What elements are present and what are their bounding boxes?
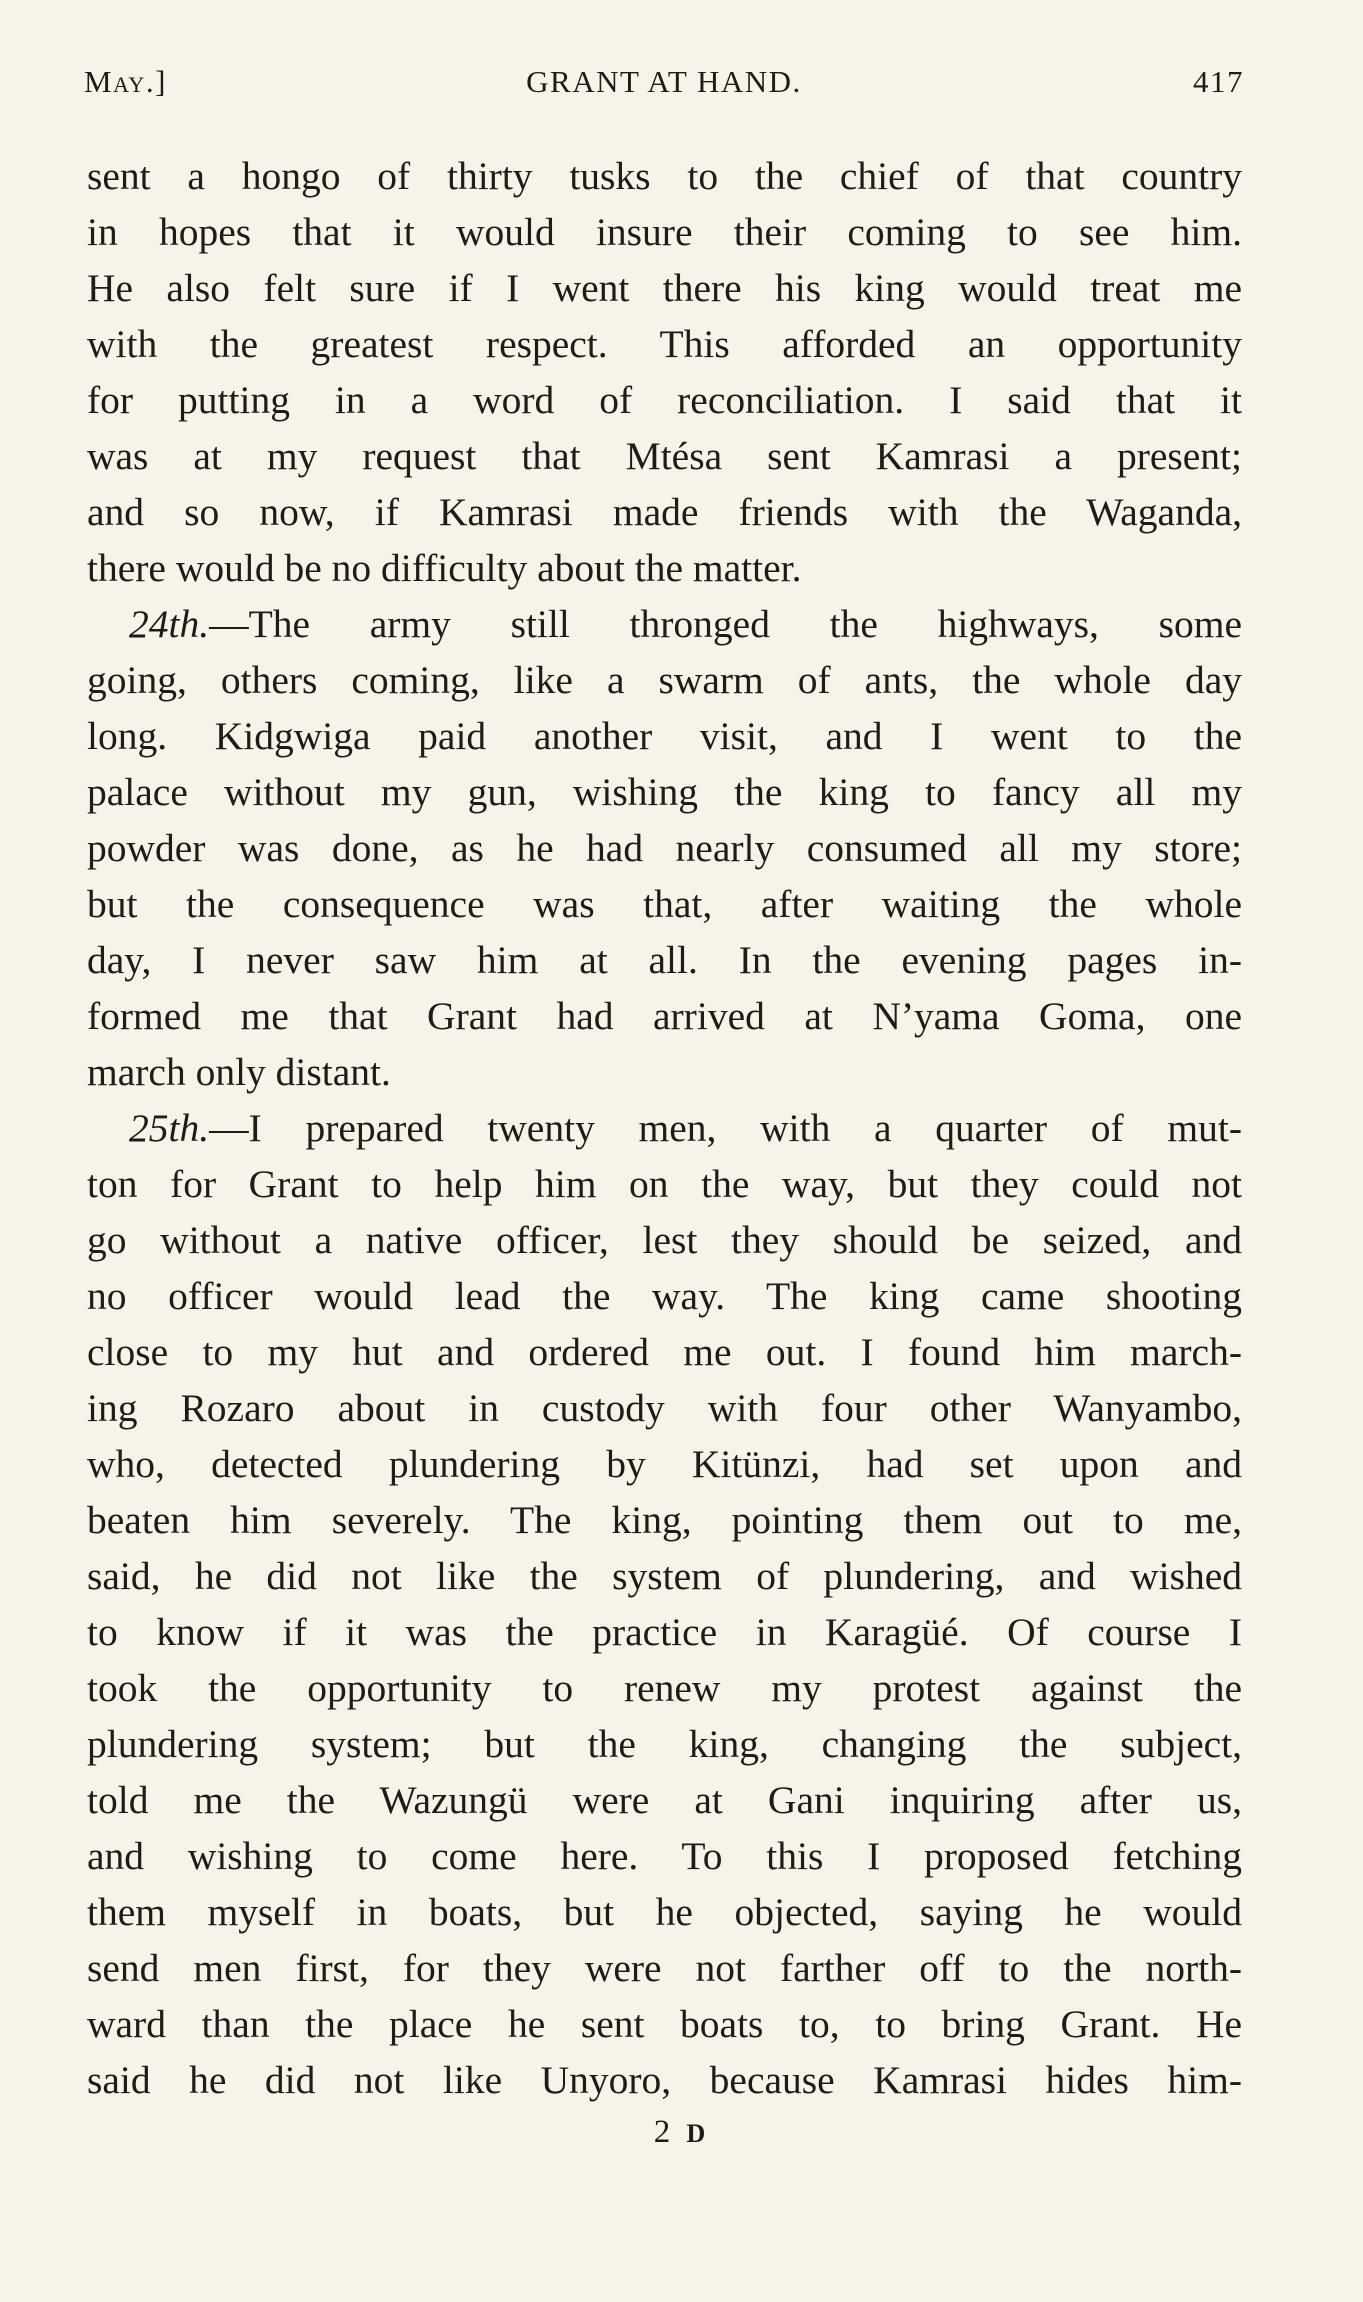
text-line: ing Rozaro about in custody with four other Wanyambo,	[87, 1386, 1242, 1430]
text-line: close to my hut and ordered me out. I found him march-	[87, 1330, 1242, 1374]
text-line: day, I never saw him at all. In the evening pages in-	[87, 938, 1242, 982]
text-line: told me the Wazungü were at Gani inquiring after us,	[87, 1778, 1242, 1822]
text-line: them myself in boats, but he objected, saying he would	[87, 1890, 1242, 1934]
text-line-entry-24th: 24th.—The army still thronged the highways, some	[129, 602, 1242, 646]
text-line: long. Kidgwiga paid another visit, and I went to the	[87, 714, 1242, 758]
page-number: 417	[1193, 64, 1244, 99]
text-line: to know if it was the practice in Karagüé. Of course I	[87, 1610, 1242, 1654]
signature-letter: D	[686, 2119, 710, 2148]
text-line: beaten him severely. The king, pointing them out to me,	[87, 1498, 1242, 1542]
signature-mark	[0, 2114, 1363, 2151]
text-line: said, he did not like the system of plundering, and wished	[87, 1554, 1242, 1598]
text-line: ward than the place he sent boats to, to bring Grant. He	[87, 2002, 1242, 2046]
running-head-title: GRANT AT HAND.	[526, 64, 802, 99]
text-line: and wishing to come here. To this I proposed fetching	[87, 1834, 1242, 1878]
running-head	[84, 64, 1244, 112]
entry-date: 24th.	[129, 602, 210, 646]
text-line: powder was done, as he had nearly consumed all my store;	[87, 826, 1242, 870]
text-line: send men first, for they were not farther off to the north-	[87, 1946, 1242, 1990]
entry-date: 25th.	[129, 1106, 210, 1150]
text-line: going, others coming, like a swarm of ants, the whole day	[87, 658, 1242, 702]
text-line: said he did not like Unyoro, because Kamrasi hides him-	[87, 2058, 1242, 2102]
text-line: for putting in a word of reconciliation. I said that it	[87, 378, 1242, 422]
text-line: in hopes that it would insure their coming to see him.	[87, 210, 1242, 254]
text-line: who, detected plundering by Kitünzi, had set upon and	[87, 1442, 1242, 1486]
signature-number: 2	[653, 2114, 675, 2150]
body-text	[87, 148, 1242, 2108]
text-line: there would be no difficulty about the matter.	[87, 546, 802, 590]
text-line: go without a native officer, lest they should be seized, and	[87, 1218, 1242, 1262]
text-line: plundering system; but the king, changing the subject,	[87, 1722, 1242, 1766]
text-line: was at my request that Mtésa sent Kamrasi a present;	[87, 434, 1242, 478]
text-line: no officer would lead the way. The king came shooting	[87, 1274, 1242, 1318]
text-line: sent a hongo of thirty tusks to the chief of that country	[87, 154, 1242, 198]
text-line-entry-25th: 25th.—I prepared twenty men, with a quarter of mut-	[129, 1106, 1242, 1150]
running-head-month: May.]	[84, 64, 167, 99]
text-line: ton for Grant to help him on the way, but they could not	[87, 1162, 1242, 1206]
text-line: with the greatest respect. This afforded an opportunity	[87, 322, 1242, 366]
text-line: palace without my gun, wishing the king to fancy all my	[87, 770, 1242, 814]
text-line: and so now, if Kamrasi made friends with the Waganda,	[87, 490, 1242, 534]
text-line: march only distant.	[87, 1050, 391, 1094]
text-line: formed me that Grant had arrived at N’yama Goma, one	[87, 994, 1242, 1038]
text-line: He also felt sure if I went there his king would treat me	[87, 266, 1242, 310]
text-line: took the opportunity to renew my protest against the	[87, 1666, 1242, 1710]
text-line: but the consequence was that, after waiting the whole	[87, 882, 1242, 926]
